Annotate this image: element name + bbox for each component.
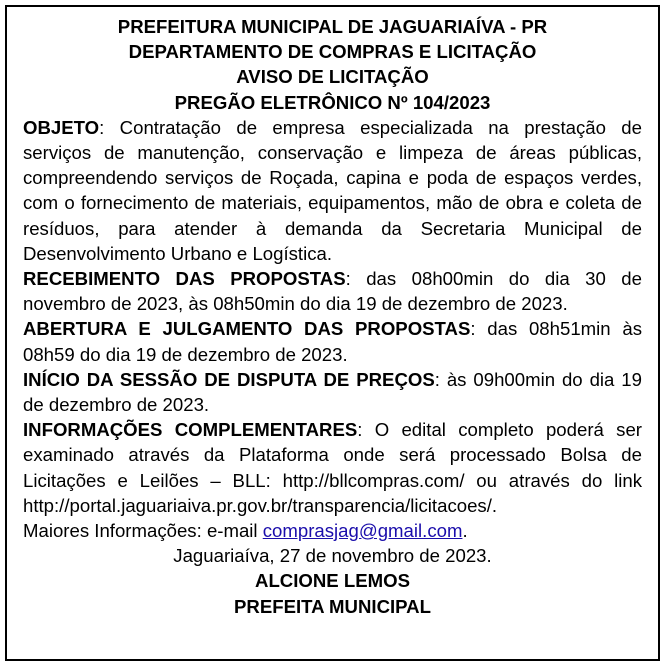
portal-link[interactable]: http://portal.jaguariaiva.pr.gov.br/transparencia/licitacoes/. — [23, 494, 498, 516]
recebimento-paragraph — [23, 266, 642, 316]
objeto-text: : Contratação de empresa especializada na prestação de serviços de manutenção, conservação e limpeza de áreas públicas, compreendendo serviços de Roçada, capina e poda de espaços verdes, com o fornecimento de materiais, equipamentos, mão de obra e coleta de resíduos, para atender à demanda da Secretaria Municipal de Desenvolvimento Urbano e Logística. — [23, 116, 642, 264]
abertura-text: : das 08h51min às 08h59 do dia 19 de dezembro de 2023. — [23, 318, 642, 365]
objeto-label: OBJETO — [23, 116, 100, 138]
header-department: DEPARTAMENTO DE COMPRAS E LICITAÇÃO — [128, 41, 537, 63]
recebimento-text: : das 08h00min do dia 30 de novembro de 2023, às 08h50min do dia 19 de dezembro de 2023. — [23, 268, 642, 315]
signer-role: PREFEITA MUNICIPAL — [234, 595, 431, 617]
maiores-informacoes-line — [23, 518, 642, 543]
maiores-suffix: . — [462, 520, 468, 542]
informacoes-text: : O edital completo poderá ser examinado através da Plataforma onde será processado Bolsa de Licitações e Leilões – BLL: http://bllcompras.com/ ou através do link — [23, 419, 642, 491]
email-link[interactable]: comprasjag@gmail.com — [262, 520, 463, 542]
header-municipality: PREFEITURA MUNICIPAL DE JAGUARIAÍVA - PR — [117, 16, 548, 37]
recebimento-label: RECEBIMENTO DAS PROPOSTAS — [23, 268, 346, 290]
header-notice-title: AVISO DE LICITAÇÃO — [236, 66, 429, 88]
maiores-prefix: Maiores Informações: e-mail — [23, 520, 263, 542]
abertura-label: ABERTURA E JULGAMENTO DAS PROPOSTAS — [23, 318, 471, 340]
notice-content — [7, 7, 658, 619]
informacoes-paragraph — [23, 417, 642, 518]
inicio-text: : às 09h00min do dia 19 de dezembro de 2023. — [23, 368, 642, 416]
header-auction-number: PREGÃO ELETRÔNICO Nº 104/2023 — [174, 91, 491, 113]
signer-name: ALCIONE LEMOS — [255, 570, 410, 592]
inicio-label: INÍCIO DA SESSÃO DE DISPUTA DE PREÇOS — [23, 368, 435, 390]
objeto-paragraph — [23, 115, 642, 266]
informacoes-label: INFORMAÇÕES COMPLEMENTARES — [23, 419, 358, 441]
inicio-paragraph — [23, 367, 642, 417]
place-date: Jaguariaíva, 27 de novembro de 2023. — [173, 545, 492, 567]
notice-box — [5, 5, 660, 661]
abertura-paragraph — [23, 316, 642, 366]
